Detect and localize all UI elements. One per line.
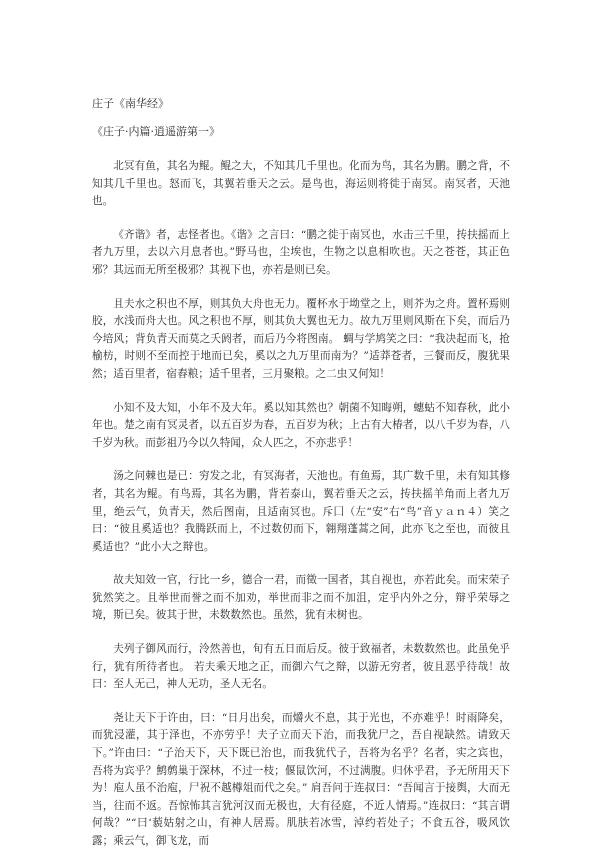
paragraph: 北冥有鱼，其名为鲲。鲲之大，不知其几千里也。化而为鸟，其名为鹏。鹏之背，不知其几千里也。怒而飞，其翼若垂天之云。是鸟也，海运则将徙于南冥。南冥者，天池也。 — [92, 160, 510, 208]
paragraph: 故夫知效一官，行比一乡，德合一君，而徵一国者，其自视也，亦若此矣。而宋荣子犹然笑之。且举世而誉之而不加劝，举世而非之而不加沮，定乎内外之分，辩乎荣辱之境，斯已矣。彼其于世，未数数然也。虽然，犹有未树也。 — [92, 574, 510, 622]
paragraph: 夫列子御风而行，泠然善也，旬有五日而后反。彼于致福者，未数数然也。此虽免乎行，犹有所待者也。 若夫乘天地之正，而御六气之辩，以游无穷者，彼且恶乎待哉！故曰：至人无己，神人无功，圣人无名。 — [92, 643, 510, 691]
paragraph: 汤之问棘也是已：穷发之北，有冥海者，天池也。有鱼焉，其广数千里，未有知其修者，其名为鲲。有鸟焉，其名为鹏，背若泰山，翼若垂天之云，抟扶摇羊角而上者九万里，绝云气，负青天，然后图南，且适南冥也。斥囗（左“安”右“鸟”音ｙａｎ４）笑之曰：“彼且奚适也？我腾跃而上，不过数仞而下，翱翔蓬蒿之间，此亦飞之至也，而彼且奚适也？”此小大之辩也。 — [92, 470, 510, 553]
document-title: 庄子《南华经》 — [92, 97, 169, 110]
paragraph: 尧让天下于许由，曰：“日月出矣，而爝火不息，其于光也，不亦难乎！时雨降矣，而犹浸灌，其于泽也，不亦劳乎！夫子立而天下治，而我犹尸之，吾自视缺然。请致天下。”许由曰：“子治天下，天下既已治也，而我犹代子，吾将为名乎？名者，实之宾也，吾将为宾乎？鹪鹩巢于深林，不过一枝；偃鼠饮河，不过满腹。归休乎君，予无所用天下为！庖人虽不治庖，尸祝不越樽俎而代之矣。” 肩吾问于连叔曰：“吾闻言于接舆，大而无当，往而不返。吾惊怖其言犹河汉而无极也，大有径庭，不近人情焉。”连叔曰：“其言谓何哉？”“曰‘藐姑射之山，有神人居焉。肌肤若冰雪，淖约若处子；不食五谷，吸风饮露；乘云气，御飞龙，而 — [92, 711, 510, 847]
paragraph: 且夫水之积也不厚，则其负大舟也无力。覆杯水于坳堂之上，则芥为之舟。置杯焉则胶，水浅而舟大也。风之积也不厚，则其负大翼也无力。故九万里则风斯在下矣，而后乃今培风；背负青天而莫之夭阏者，而后乃今将图南。 蜩与学鸠笑之曰：“我决起而飞，抢榆枋，时则不至而控于地而已矣，奚以之九万里而南为？”适莽苍者，三餐而反，腹犹果然；适百里者，宿舂粮；适千里者，三月聚粮。之二虫又何知！ — [92, 297, 510, 380]
paragraph: 小知不及大知，小年不及大年。奚以知其然也？朝菌不知晦朔，蟪蛄不知春秋，此小年也。楚之南有冥灵者，以五百岁为春，五百岁为秋；上古有大椿者，以八千岁为春，八千岁为秋。而彭祖乃今以久特闻，众人匹之，不亦悲乎！ — [92, 401, 510, 449]
paragraph: 《齐谐》者，志怪者也。《谐》之言曰：“鹏之徙于南冥也，水击三千里，抟扶摇而上者九万里，去以六月息者也。”野马也，尘埃也，生物之以息相吹也。天之苍苍，其正色邪？其远而无所至极邪？其视下也，亦若是则已矣。 — [92, 228, 510, 276]
chapter-subtitle: 《庄子·内篇·逍遥游第一》 — [92, 125, 220, 138]
document-body — [92, 158, 510, 867]
